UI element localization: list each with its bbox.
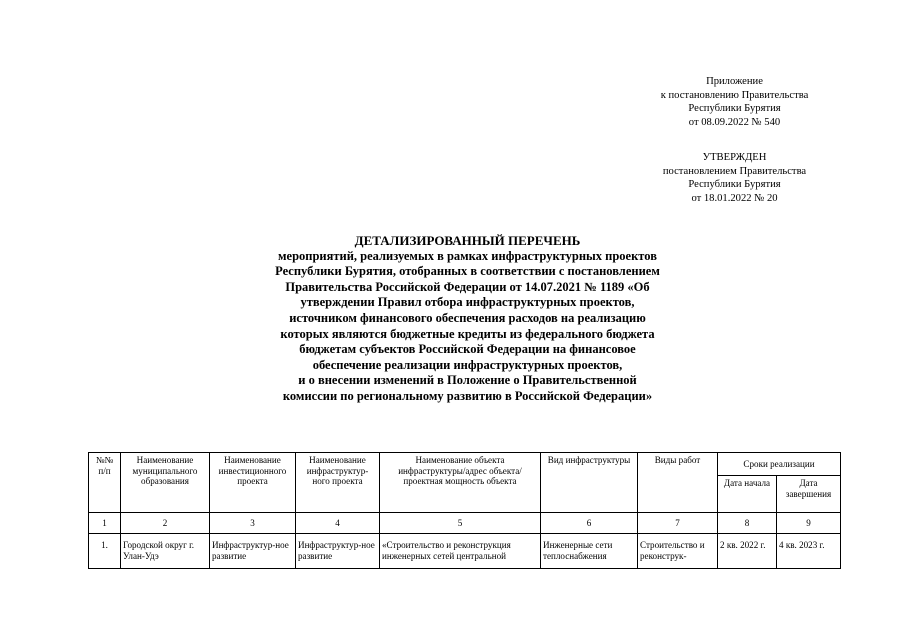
- appendix-line: Приложение: [706, 76, 763, 87]
- cell-infra-type: [541, 534, 638, 569]
- approved-line: Республики Бурятия: [688, 179, 781, 191]
- header-municipality: Наименование муниципального образования: [121, 453, 210, 513]
- cell-start-text: 2 кв. 2022 г.: [720, 540, 766, 550]
- appendix-line: от 08.09.2022 № 540: [688, 116, 781, 128]
- cell-infra-project-text: Инфраструктур-ное развитие: [298, 540, 375, 561]
- column-number: 8: [718, 513, 777, 534]
- title-main: ДЕТАЛИЗИРОВАННЫЙ ПЕРЕЧЕНЬ: [354, 233, 581, 248]
- title-line: и о внесении изменений в Положение о Правительственной: [298, 373, 637, 388]
- header-terms: Сроки реализации: [718, 453, 841, 476]
- cell-num-text: 1.: [101, 540, 108, 550]
- column-number-row: [89, 513, 841, 534]
- cell-object: [380, 534, 541, 569]
- table-header-row: [89, 453, 841, 476]
- header-num: №№ п/п: [89, 453, 121, 513]
- cell-work-type: [638, 534, 718, 569]
- column-number: 9: [777, 513, 841, 534]
- cell-start: [718, 534, 777, 569]
- cell-work-type-text: Строительство и реконструк-: [640, 540, 705, 561]
- header-start: Дата начала: [718, 476, 777, 513]
- title-line: которых являются бюджетные кредиты из федерального бюджета: [280, 326, 655, 341]
- column-number: 2: [121, 513, 210, 534]
- header-end: Дата завершения: [777, 476, 841, 513]
- cell-end-text: 4 кв. 2023 г.: [779, 540, 825, 550]
- column-number: 7: [638, 513, 718, 534]
- column-number: 1: [89, 513, 121, 534]
- appendix-note: [612, 75, 857, 129]
- appendix-line: к постановлению Правительства: [660, 89, 809, 101]
- table-row: [89, 534, 841, 569]
- header-object: Наименование объекта инфраструктуры/адрес объекта/проектная мощность объекта: [380, 453, 541, 513]
- approved-heading: УТВЕРЖДЕН: [702, 152, 767, 163]
- cell-num: [89, 534, 121, 569]
- approved-line: от 18.01.2022 № 20: [691, 192, 778, 204]
- title-line: комиссии по региональному развитию в Российской Федерации»: [282, 388, 653, 403]
- header-investment-project: Наименование инвестиционного проекта: [210, 453, 296, 513]
- cell-infra-type-text: Инженерные сети теплоснабжения: [543, 540, 613, 561]
- title-line: Правительства Российской Федерации от 14.07.2021 № 1189 «Об: [285, 279, 650, 294]
- header-work-type: Виды работ: [638, 453, 718, 513]
- cell-investment-project-text: Инфраструктур-ное развитие: [212, 540, 289, 561]
- appendix-line: Республики Бурятия: [688, 103, 781, 115]
- column-number: 4: [296, 513, 380, 534]
- title-line: бюджетам субъектов Российской Федерации на финансовое: [299, 342, 636, 357]
- cell-municipality: [121, 534, 210, 569]
- title-line: Республики Бурятия, отобранных в соответствии с постановлением: [275, 264, 660, 279]
- projects-table: [88, 452, 841, 569]
- column-number: 5: [380, 513, 541, 534]
- title-line: источником финансового обеспечения расходов на реализацию: [289, 310, 646, 325]
- title-line: мероприятий, реализуемых в рамках инфраструктурных проектов: [278, 248, 657, 263]
- cell-investment-project: [210, 534, 296, 569]
- column-number: 3: [210, 513, 296, 534]
- header-infra-type: Вид инфраструктуры: [541, 453, 638, 513]
- approval-stamp-text: [612, 151, 857, 205]
- title-line: обеспечение реализации инфраструктурных проектов,: [312, 357, 623, 372]
- cell-object-text: «Строительство и реконструкция инженерных сетей центральной: [382, 540, 511, 561]
- cell-municipality-text: Городской округ г. Улан-Удэ: [123, 540, 195, 561]
- approved-line: постановлением Правительства: [662, 165, 807, 177]
- cell-end: [777, 534, 841, 569]
- header-infra-project: Наименование инфраструктур-ного проекта: [296, 453, 380, 513]
- cell-infra-project: [296, 534, 380, 569]
- title-line: утверждении Правил отбора инфраструктурных проектов,: [300, 295, 635, 310]
- document-title: [175, 233, 760, 405]
- column-number: 6: [541, 513, 638, 534]
